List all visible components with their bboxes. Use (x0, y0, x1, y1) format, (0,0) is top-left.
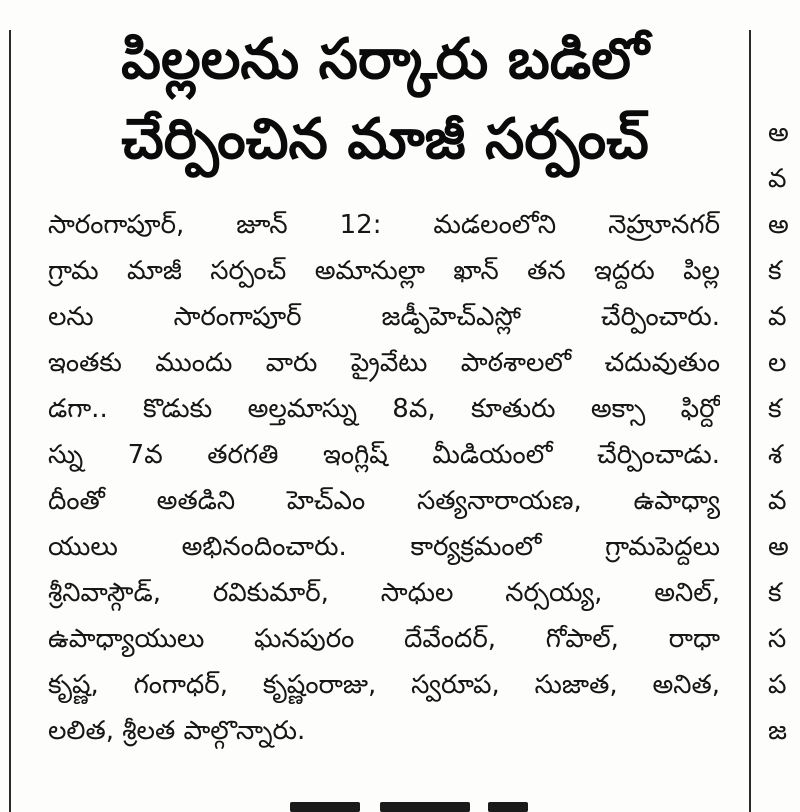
headline-line: పిల్లలను సర్కారు బడిలో (121, 27, 649, 92)
column-rule-right (749, 30, 751, 812)
adjacent-line: క (768, 394, 782, 424)
adjacent-line: అ (768, 118, 789, 148)
adjacent-line: క (768, 578, 782, 608)
body-line: సారంగాపూర్, జూన్ 12: మడలంలోని నెహ్రూనగర్ (48, 210, 720, 240)
cropped-glyph (290, 802, 360, 812)
body-line: లలిత, శ్రీలత పాల్గొన్నారు. (48, 716, 306, 746)
adjacent-column-fragment (768, 110, 800, 812)
cropped-glyph (380, 802, 470, 812)
adjacent-line: వ (768, 486, 787, 516)
next-headline-cropped (260, 786, 560, 812)
adjacent-line: అ (768, 532, 789, 562)
column-rule-left (9, 30, 11, 812)
adjacent-line: వ (768, 302, 787, 332)
adjacent-line: వ (768, 164, 787, 194)
adjacent-line: ల (768, 348, 787, 378)
article-body (48, 202, 720, 754)
body-line: ఇంతకు ముందు వారు ప్రైవేటు పాఠశాలలో చదువుతుం (48, 348, 720, 378)
headline-line: చేర్పించిన మాజీ సర్పంచ్ (121, 107, 649, 172)
article-headline (40, 20, 730, 180)
adjacent-line: అ (768, 210, 789, 240)
body-line: ఉపాధ్యాయులు ఘనపురం దేవేందర్, గోపాల్, రాధా (48, 624, 720, 654)
body-line: గ్రామ మాజీ సర్పంచ్ అమానుల్లా ఖాన్ తన ఇద్దరు పిల్ల (48, 256, 720, 286)
body-line: కృష్ణ, గంగాధర్, కృష్ణంరాజు, స్వరూప, సుజాత, అనిత, (48, 670, 720, 700)
body-line: స్ను 7వ తరగతి ఇంగ్లిష్ మీడియంలో చేర్పించాడు. (48, 440, 720, 470)
body-line: డగా.. కొడుకు అల్తమాస్ను 8వ, కూతురు అక్సా ఫిర్దో (48, 394, 720, 424)
body-line: యులు అభినందించారు. కార్యక్రమంలో గ్రామపెద్దలు (48, 532, 720, 562)
cropped-glyph (488, 802, 528, 812)
body-line: దీంతో అతడిని హెచ్ఎం సత్యనారాయణ, ఉపాధ్యా (48, 486, 720, 516)
body-line: లను సారంగాపూర్ జడ్పీహెచ్ఎస్లో చేర్పించారు. (48, 302, 720, 332)
adjacent-line: క (768, 256, 782, 286)
adjacent-line: జ (768, 716, 788, 746)
body-line: శ్రీనివాస్గౌడ్, రవికుమార్, సాధుల నర్సయ్య, అనిల్, (48, 578, 720, 608)
adjacent-line: ప (768, 670, 787, 700)
adjacent-line: స (768, 624, 787, 654)
adjacent-line: శ (768, 440, 783, 470)
